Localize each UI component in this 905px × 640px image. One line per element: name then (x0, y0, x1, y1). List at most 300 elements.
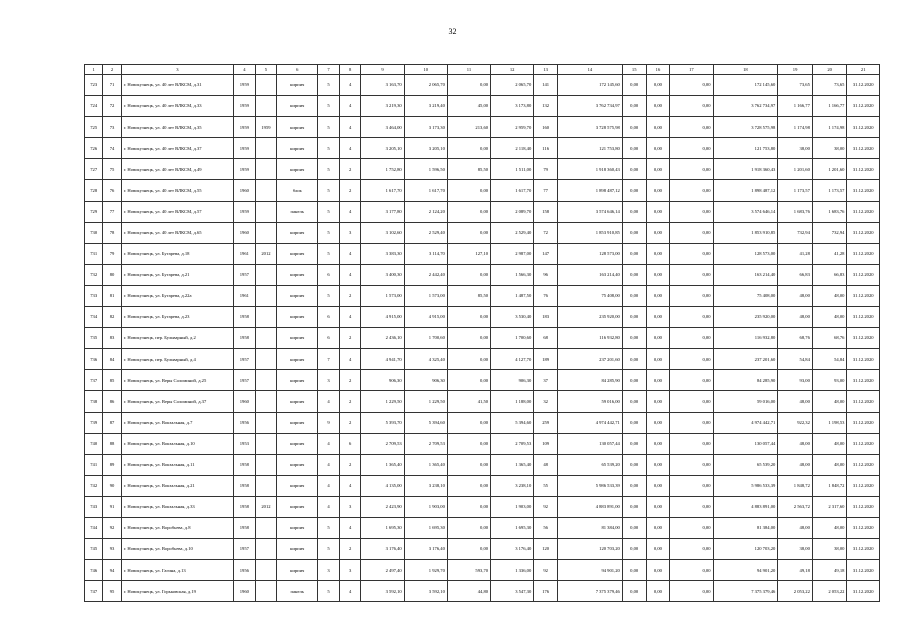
table-cell: 2 (339, 412, 361, 433)
table-cell: 0,00 (622, 159, 646, 180)
table-cell: 1953 (234, 433, 256, 454)
table-cell (255, 201, 277, 222)
table-cell: 1 174,98 (778, 117, 813, 138)
table-cell: 183 (534, 307, 558, 328)
table-cell: 78 (103, 222, 121, 243)
table-cell (255, 328, 277, 349)
table-cell: 2 563,72 (778, 496, 813, 517)
table-row (85, 560, 880, 581)
table-cell: г. Новокузнецк, ул. Воробьева, д.10 (121, 539, 233, 560)
table-cell: 1960 (234, 180, 256, 201)
table-cell (255, 349, 277, 370)
table-cell: 4 (339, 243, 361, 264)
table-cell: 31.12.2020 (847, 496, 880, 517)
table-cell: 0,00 (646, 349, 670, 370)
table-cell: 0,00 (447, 307, 490, 328)
table-cell: 729 (85, 201, 103, 222)
table-cell: 0,00 (646, 285, 670, 306)
table-cell: 4 (318, 391, 340, 412)
column-header: 17 (670, 65, 713, 75)
table-cell: 0,00 (646, 581, 670, 602)
table-cell (255, 517, 277, 538)
table-cell: 3 176,40 (491, 539, 534, 560)
table-cell: 737 (85, 370, 103, 391)
table-cell: 728 (85, 180, 103, 201)
table-cell: 2 124,20 (404, 201, 447, 222)
table-cell: кирпич (277, 517, 318, 538)
table-cell: 3 762 734,97 (558, 96, 623, 117)
table-cell: 3 728 575,98 (558, 117, 623, 138)
table-cell: 4 135,00 (361, 475, 404, 496)
table-row (85, 180, 880, 201)
table-cell: 116 932,80 (713, 328, 778, 349)
table-cell: 0,00 (447, 496, 490, 517)
table-cell: 0,00 (447, 201, 490, 222)
table-cell: 5 (318, 201, 340, 222)
table-cell: 4 (339, 264, 361, 285)
table-cell: кирпич (277, 370, 318, 391)
table-cell: 2 (339, 285, 361, 306)
table-cell: г. Новокузнецк, ул. Вокзальная, д.33 (121, 496, 233, 517)
table-cell (255, 433, 277, 454)
table-row (85, 138, 880, 159)
table-cell: 5 393,70 (361, 412, 404, 433)
table-cell: 2 709,53 (361, 433, 404, 454)
table-cell: 48,00 (778, 285, 813, 306)
table-cell: 80 (103, 264, 121, 285)
table-cell: 1 695,30 (491, 517, 534, 538)
table-cell: 1959 (234, 159, 256, 180)
table-cell: 0,00 (646, 517, 670, 538)
table-cell: 1 683,76 (812, 201, 847, 222)
table-cell: 0,00 (670, 560, 713, 581)
table-cell: 4 915,00 (404, 307, 447, 328)
table-cell: 1960 (234, 581, 256, 602)
table-cell: 5 (318, 517, 340, 538)
column-header: 5 (255, 65, 277, 75)
table-cell: 160 (534, 117, 558, 138)
table-cell: 73,65 (778, 75, 813, 96)
table-cell: 147 (534, 243, 558, 264)
table-cell: 37 (534, 370, 558, 391)
table-cell: 213,60 (447, 117, 490, 138)
table-cell (255, 370, 277, 391)
table-cell: 4 (339, 475, 361, 496)
table-cell: 2 (339, 180, 361, 201)
table-cell: 73 (103, 117, 121, 138)
table-cell: 1 201,60 (778, 159, 813, 180)
table-cell: 1 695,30 (361, 517, 404, 538)
table-cell: 189 (534, 349, 558, 370)
table-cell: 0,00 (646, 412, 670, 433)
table-cell: 87 (103, 412, 121, 433)
table-cell: 1 853 910,85 (558, 222, 623, 243)
table-cell: 5 (318, 539, 340, 560)
table-cell: 4 (339, 117, 361, 138)
table-cell: 1 173,57 (812, 180, 847, 201)
table-cell: 0,00 (646, 454, 670, 475)
table-cell: 6 (318, 264, 340, 285)
table-cell: 2 709,53 (404, 433, 447, 454)
table-cell: 31.12.2020 (847, 307, 880, 328)
table-cell: 93 (103, 539, 121, 560)
column-header: 15 (622, 65, 646, 75)
table-cell: 45,00 (447, 96, 490, 117)
table-cell: 3 176,40 (361, 539, 404, 560)
table-cell: 48,00 (778, 517, 813, 538)
table-cell: 0,00 (622, 75, 646, 96)
table-cell: 0,00 (670, 391, 713, 412)
table-cell: 1956 (234, 412, 256, 433)
table-cell: 92 (103, 517, 121, 538)
table-cell: 48,00 (812, 517, 847, 538)
table-cell: г. Новокузнецк, ул. Горьковская, д.19 (121, 581, 233, 602)
table-cell: 906,30 (361, 370, 404, 391)
table-cell: 0,00 (670, 475, 713, 496)
table-cell: 48,00 (812, 307, 847, 328)
table-cell: 81 (103, 285, 121, 306)
table-cell: кирпич (277, 222, 318, 243)
table-cell: 81 384,00 (713, 517, 778, 538)
table-cell: 0,00 (622, 328, 646, 349)
table-cell: кирпич (277, 539, 318, 560)
table-cell: 3 (339, 222, 361, 243)
table-cell: 5 986 533,39 (558, 475, 623, 496)
table-cell: 41,28 (778, 243, 813, 264)
table-cell: 2 (339, 370, 361, 391)
table-cell: 1958 (234, 496, 256, 517)
table-cell: 31.12.2020 (847, 433, 880, 454)
header-row (85, 65, 880, 75)
table-cell: 1 752,80 (361, 159, 404, 180)
table-cell: 2 423,90 (361, 496, 404, 517)
table-cell: 75 (103, 159, 121, 180)
table-cell (255, 159, 277, 180)
table-cell: г. Новокузнецк, ул. Вокзальная, д.11 (121, 454, 233, 475)
table-cell: 0,00 (646, 475, 670, 496)
table-cell: 724 (85, 96, 103, 117)
table-cell: 130 057,44 (713, 433, 778, 454)
table-cell: кирпич (277, 75, 318, 96)
table-cell: 31.12.2020 (847, 201, 880, 222)
table-cell: 0,00 (447, 328, 490, 349)
table-cell (255, 412, 277, 433)
table-cell: 1 573,00 (404, 285, 447, 306)
table-cell: 38,00 (778, 539, 813, 560)
table-cell (255, 454, 277, 475)
table-cell: 2 053,22 (778, 581, 813, 602)
column-header: 13 (534, 65, 558, 75)
table-cell: 0,00 (646, 307, 670, 328)
table-cell: 4 (339, 96, 361, 117)
table-cell: 3 762 734,97 (713, 96, 778, 117)
table-cell: 0,00 (646, 243, 670, 264)
table-cell: кирпич (277, 138, 318, 159)
table-cell: 1957 (234, 264, 256, 285)
table-cell: 0,00 (646, 180, 670, 201)
table-cell: 172 145,60 (558, 75, 623, 96)
table-cell: 116 932,80 (558, 328, 623, 349)
table-cell: 31.12.2020 (847, 370, 880, 391)
table-cell: 72 (103, 96, 121, 117)
table-cell: 593,70 (447, 560, 490, 581)
table-cell: 4 (318, 475, 340, 496)
table-cell: 79 (534, 159, 558, 180)
table-cell: 77 (103, 201, 121, 222)
table-cell: 2 065,70 (491, 75, 534, 96)
table-cell: 93,00 (812, 370, 847, 391)
table-cell: 5 986 533,39 (713, 475, 778, 496)
table-cell: кирпич (277, 285, 318, 306)
table-cell: кирпич (277, 496, 318, 517)
table-cell: 5 (318, 285, 340, 306)
table-cell: 4 883 891,00 (713, 496, 778, 517)
table-cell: 54,84 (812, 349, 847, 370)
table-cell: 5 (318, 180, 340, 201)
table-cell: 75 408,00 (558, 285, 623, 306)
table-cell: 31.12.2020 (847, 412, 880, 433)
table-cell: г. Новокузнецк, ул. Бугарева, д.22а (121, 285, 233, 306)
table-cell: 0,00 (670, 433, 713, 454)
table-cell (255, 180, 277, 201)
table-cell: 73,65 (812, 75, 847, 96)
table-cell: 727 (85, 159, 103, 180)
table-row (85, 201, 880, 222)
table-cell: 0,00 (646, 222, 670, 243)
table-cell: г. Новокузнецк, ул. 40 лет ВЛКСМ, д.37 (121, 138, 233, 159)
table-cell: 1 487,50 (491, 285, 534, 306)
table-cell: 2 053,22 (812, 581, 847, 602)
table-cell: 4 (318, 433, 340, 454)
table-cell: 84 285,90 (713, 370, 778, 391)
table-cell: 91 (103, 496, 121, 517)
table-cell: 31.12.2020 (847, 454, 880, 475)
table-cell: 163 214,40 (558, 264, 623, 285)
table-cell: 1 898 487,12 (713, 180, 778, 201)
table-cell: 31.12.2020 (847, 517, 880, 538)
table-cell: 0,00 (622, 349, 646, 370)
table-cell: 1 898 487,12 (558, 180, 623, 201)
table-cell: 31.12.2020 (847, 75, 880, 96)
table-cell: 1959 (234, 117, 256, 138)
table-cell: 1 365,40 (361, 454, 404, 475)
table-cell: 733 (85, 285, 103, 306)
table-cell: 0,00 (670, 264, 713, 285)
table-cell: 0,00 (646, 433, 670, 454)
table-cell: 3 238,10 (404, 475, 447, 496)
table-cell: 1958 (234, 307, 256, 328)
table-cell: 3 102,60 (361, 222, 404, 243)
table-row (85, 496, 880, 517)
table-cell: г. Новокузнецк, ул. Вокзальная, д.7 (121, 412, 233, 433)
table-cell: 0,00 (646, 159, 670, 180)
table-cell: 1958 (234, 454, 256, 475)
table-row (85, 117, 880, 138)
table-row (85, 370, 880, 391)
table-cell: 3 205,10 (404, 138, 447, 159)
table-cell: 41,28 (812, 243, 847, 264)
table-cell: 31.12.2020 (847, 96, 880, 117)
table-cell: кирпич (277, 412, 318, 433)
column-header: 10 (404, 65, 447, 75)
table-cell: 1 918 360,43 (558, 159, 623, 180)
table-row (85, 75, 880, 96)
table-cell: 5 (318, 243, 340, 264)
table-cell: 0,00 (670, 243, 713, 264)
table-cell: 0,00 (646, 138, 670, 159)
table-cell: 0,00 (622, 201, 646, 222)
table-cell: 3 383,30 (361, 243, 404, 264)
table-cell: 0,00 (646, 96, 670, 117)
table-cell: 3 (339, 560, 361, 581)
table-cell: 0,00 (670, 539, 713, 560)
table-cell: 83 (103, 328, 121, 349)
table-cell: 1 700,60 (404, 328, 447, 349)
table-cell: 1958 (234, 328, 256, 349)
table-cell: 120 (534, 539, 558, 560)
table-cell: 31.12.2020 (847, 222, 880, 243)
table-cell: 746 (85, 560, 103, 581)
table-cell: 1961 (234, 243, 256, 264)
table-cell: 0,00 (670, 412, 713, 433)
table-cell: 4 (339, 307, 361, 328)
table-cell: г. Новокузнецк, пер. Бульварный, д.4 (121, 349, 233, 370)
table-cell: г. Новокузнецк, ул. 40 лет ВЛКСМ, д.65 (121, 222, 233, 243)
table-cell: 96 (534, 264, 558, 285)
table-cell: г. Новокузнецк, ул. Веры Соломиной, д.25 (121, 370, 233, 391)
table-cell: 3 238,10 (491, 475, 534, 496)
table-cell: 89 (103, 454, 121, 475)
table-cell: 1959 (234, 201, 256, 222)
table-cell: 3 173,30 (404, 117, 447, 138)
table-cell: 2 959,70 (491, 117, 534, 138)
table-row (85, 307, 880, 328)
table-cell: 2 (339, 328, 361, 349)
table-cell: 3 219,40 (404, 96, 447, 117)
table-cell: 1 365,40 (491, 454, 534, 475)
table-cell: 725 (85, 117, 103, 138)
table-cell: 4 (339, 75, 361, 96)
table-cell: 0,00 (646, 539, 670, 560)
column-header: 1 (85, 65, 103, 75)
table-cell: 0,00 (622, 243, 646, 264)
column-header: 14 (558, 65, 623, 75)
table-cell: 2 442,40 (404, 264, 447, 285)
table-cell: 3 728 575,98 (713, 117, 778, 138)
table-cell: 1 188,00 (491, 391, 534, 412)
table-cell: 0,00 (670, 201, 713, 222)
table-cell: 0,00 (670, 285, 713, 306)
table-cell: 2 (339, 454, 361, 475)
table-cell: 31.12.2020 (847, 581, 880, 602)
table-cell: 3 177,80 (361, 201, 404, 222)
table-cell: 1 198,53 (812, 412, 847, 433)
table-cell: 127,10 (447, 243, 490, 264)
table-cell: 0,00 (670, 96, 713, 117)
table-cell: 0,00 (447, 539, 490, 560)
table-cell: 736 (85, 349, 103, 370)
table-cell: 4 (339, 581, 361, 602)
table-cell: 38,00 (812, 539, 847, 560)
table-cell: 132 (534, 96, 558, 117)
table-cell: 31.12.2020 (847, 285, 880, 306)
table-cell: 1 229,50 (361, 391, 404, 412)
table-cell: 3 (318, 560, 340, 581)
column-header: 4 (234, 65, 256, 75)
table-cell: 1957 (234, 349, 256, 370)
table-body (85, 75, 880, 602)
table-cell: 3 574 646,14 (558, 201, 623, 222)
table-cell: 1 201,60 (812, 159, 847, 180)
table-cell: 65 539,20 (558, 454, 623, 475)
table-cell: 0,00 (646, 264, 670, 285)
table-cell: 0,00 (646, 496, 670, 517)
table-cell: 86 (103, 391, 121, 412)
table-cell: 38,00 (778, 138, 813, 159)
table-cell: кирпич (277, 307, 318, 328)
table-cell: 731 (85, 243, 103, 264)
table-cell: 0,00 (622, 454, 646, 475)
table-cell: 3 592,10 (404, 581, 447, 602)
table-cell: 0,00 (622, 96, 646, 117)
table-cell: 74 (103, 138, 121, 159)
table-cell: 48,00 (812, 285, 847, 306)
table-cell: 0,00 (646, 117, 670, 138)
table-cell: 172 145,60 (713, 75, 778, 96)
table-cell: 1 511,00 (491, 159, 534, 180)
table-cell: 1 617,70 (361, 180, 404, 201)
table-cell: 120 703,20 (713, 539, 778, 560)
table-cell (255, 222, 277, 243)
table-cell: 3 163,70 (361, 75, 404, 96)
table-row (85, 222, 880, 243)
table-cell: 81 384,00 (558, 517, 623, 538)
table-cell: г. Новокузнецк, ул. Вокзальная, д.10 (121, 433, 233, 454)
table-cell: 4 883 891,00 (558, 496, 623, 517)
table-cell: 0,00 (447, 454, 490, 475)
table-cell: 744 (85, 517, 103, 538)
table-cell: 1 929,70 (404, 560, 447, 581)
table-cell: 3 (318, 370, 340, 391)
table-cell: 3 464,00 (361, 117, 404, 138)
table-cell: 1957 (234, 370, 256, 391)
table-cell: 0,00 (622, 138, 646, 159)
table-row (85, 159, 880, 180)
table-cell: 0,00 (646, 328, 670, 349)
table-cell: 1 573,00 (361, 285, 404, 306)
table-cell: 2 089,70 (491, 201, 534, 222)
table-cell: 4 (339, 201, 361, 222)
table-cell: 906,30 (404, 370, 447, 391)
table-cell: 2 987,00 (491, 243, 534, 264)
table-cell: г. Новокузнецк, ул. Бугарева, д.18 (121, 243, 233, 264)
table-cell: 1959 (255, 117, 277, 138)
table-row (85, 475, 880, 496)
table-cell: 88 (103, 433, 121, 454)
table-cell: 2 065,70 (404, 75, 447, 96)
table-cell: 0,00 (670, 454, 713, 475)
table-cell: кирпич (277, 159, 318, 180)
table-cell: 128 573,00 (713, 243, 778, 264)
table-cell: кирпич (277, 560, 318, 581)
table-cell: 0,00 (646, 560, 670, 581)
table-cell (255, 560, 277, 581)
table-cell: 1 174,98 (812, 117, 847, 138)
table-cell: 1 683,76 (778, 201, 813, 222)
table-cell: 72 (534, 222, 558, 243)
table-cell: 732 (85, 264, 103, 285)
table-cell: 6 (339, 433, 361, 454)
